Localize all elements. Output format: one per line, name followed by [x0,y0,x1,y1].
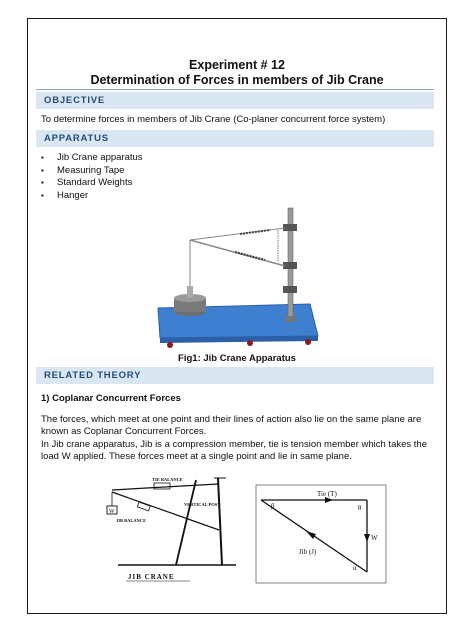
jib-crane-caption: JIB CRANE [128,573,175,581]
experiment-title: Determination of Forces in members of Jib Crane [90,73,384,87]
foot [167,342,173,348]
post-clamp [283,224,297,231]
tie-balance-label: TIE BALANCE [152,477,183,482]
apparatus-heading-band [36,130,434,147]
apparatus-heading: APPARATUS [44,133,109,144]
foot [305,339,311,345]
jib-crane-apparatus-figure [150,200,330,350]
weight-label: W [371,534,378,542]
related-theory-heading: RELATED THEORY [44,370,142,381]
objective-heading-band [36,92,434,109]
weight-label: W [109,509,115,515]
vertical-post-label: VERTICAL POST [184,502,221,507]
apparatus-item: ▪ Measuring Tape [41,165,143,178]
figure-caption: Fig1: Jib Crane Apparatus [178,353,296,364]
theta-label: θ [358,504,362,512]
jib-line [112,492,219,530]
hanger [187,286,193,298]
objective-heading: OBJECTIVE [44,95,106,106]
objective-text: To determine forces in members of Jib Crane (Co-planer concurrent force system) [41,114,386,125]
beta-label: β [271,502,275,510]
theory-paragraph-2: In Jib crane apparatus, Jib is a compression member, tie is tension member which takes the load W applied. These forces meet at a single point and lie in same plane. [41,439,427,462]
jib-label: Jib (J) [299,548,317,556]
post-clamp [283,286,297,293]
post-base [286,316,295,322]
experiment-number: Experiment # 12 [189,58,285,72]
foot [247,340,253,346]
tie-balance-box [154,483,170,489]
weight-arrow-icon [364,534,370,542]
jib-rod [190,240,285,266]
alpha-label: α [353,564,357,572]
related-theory-heading-band [36,367,434,384]
tie-string [190,228,285,240]
force-triangle-diagram [255,484,387,584]
jib-arrow-icon [306,531,316,539]
coplanar-subheading: 1) Coplanar Concurrent Forces [41,393,181,404]
tie-label: Tie (T) [317,490,337,498]
tie-spring [240,230,270,234]
apparatus-list [41,152,143,202]
theory-paragraph-1: The forces, which meet at one point and their lines of action also lie on the same plane are known as Coplanar Concurrent Forces. [41,414,422,437]
jib-balance-label: JIB BALANCE [116,518,147,523]
apparatus-item: ▪ Jib Crane apparatus [41,152,143,165]
jib-crane-sketch [98,470,246,585]
apparatus-item: ▪ Standard Weights [41,177,143,190]
post-line [218,478,222,565]
apparatus-item: ▪ Hanger [41,190,143,203]
jib-balance-box [137,502,150,511]
title-rule [36,89,434,90]
strut-line [176,480,196,565]
